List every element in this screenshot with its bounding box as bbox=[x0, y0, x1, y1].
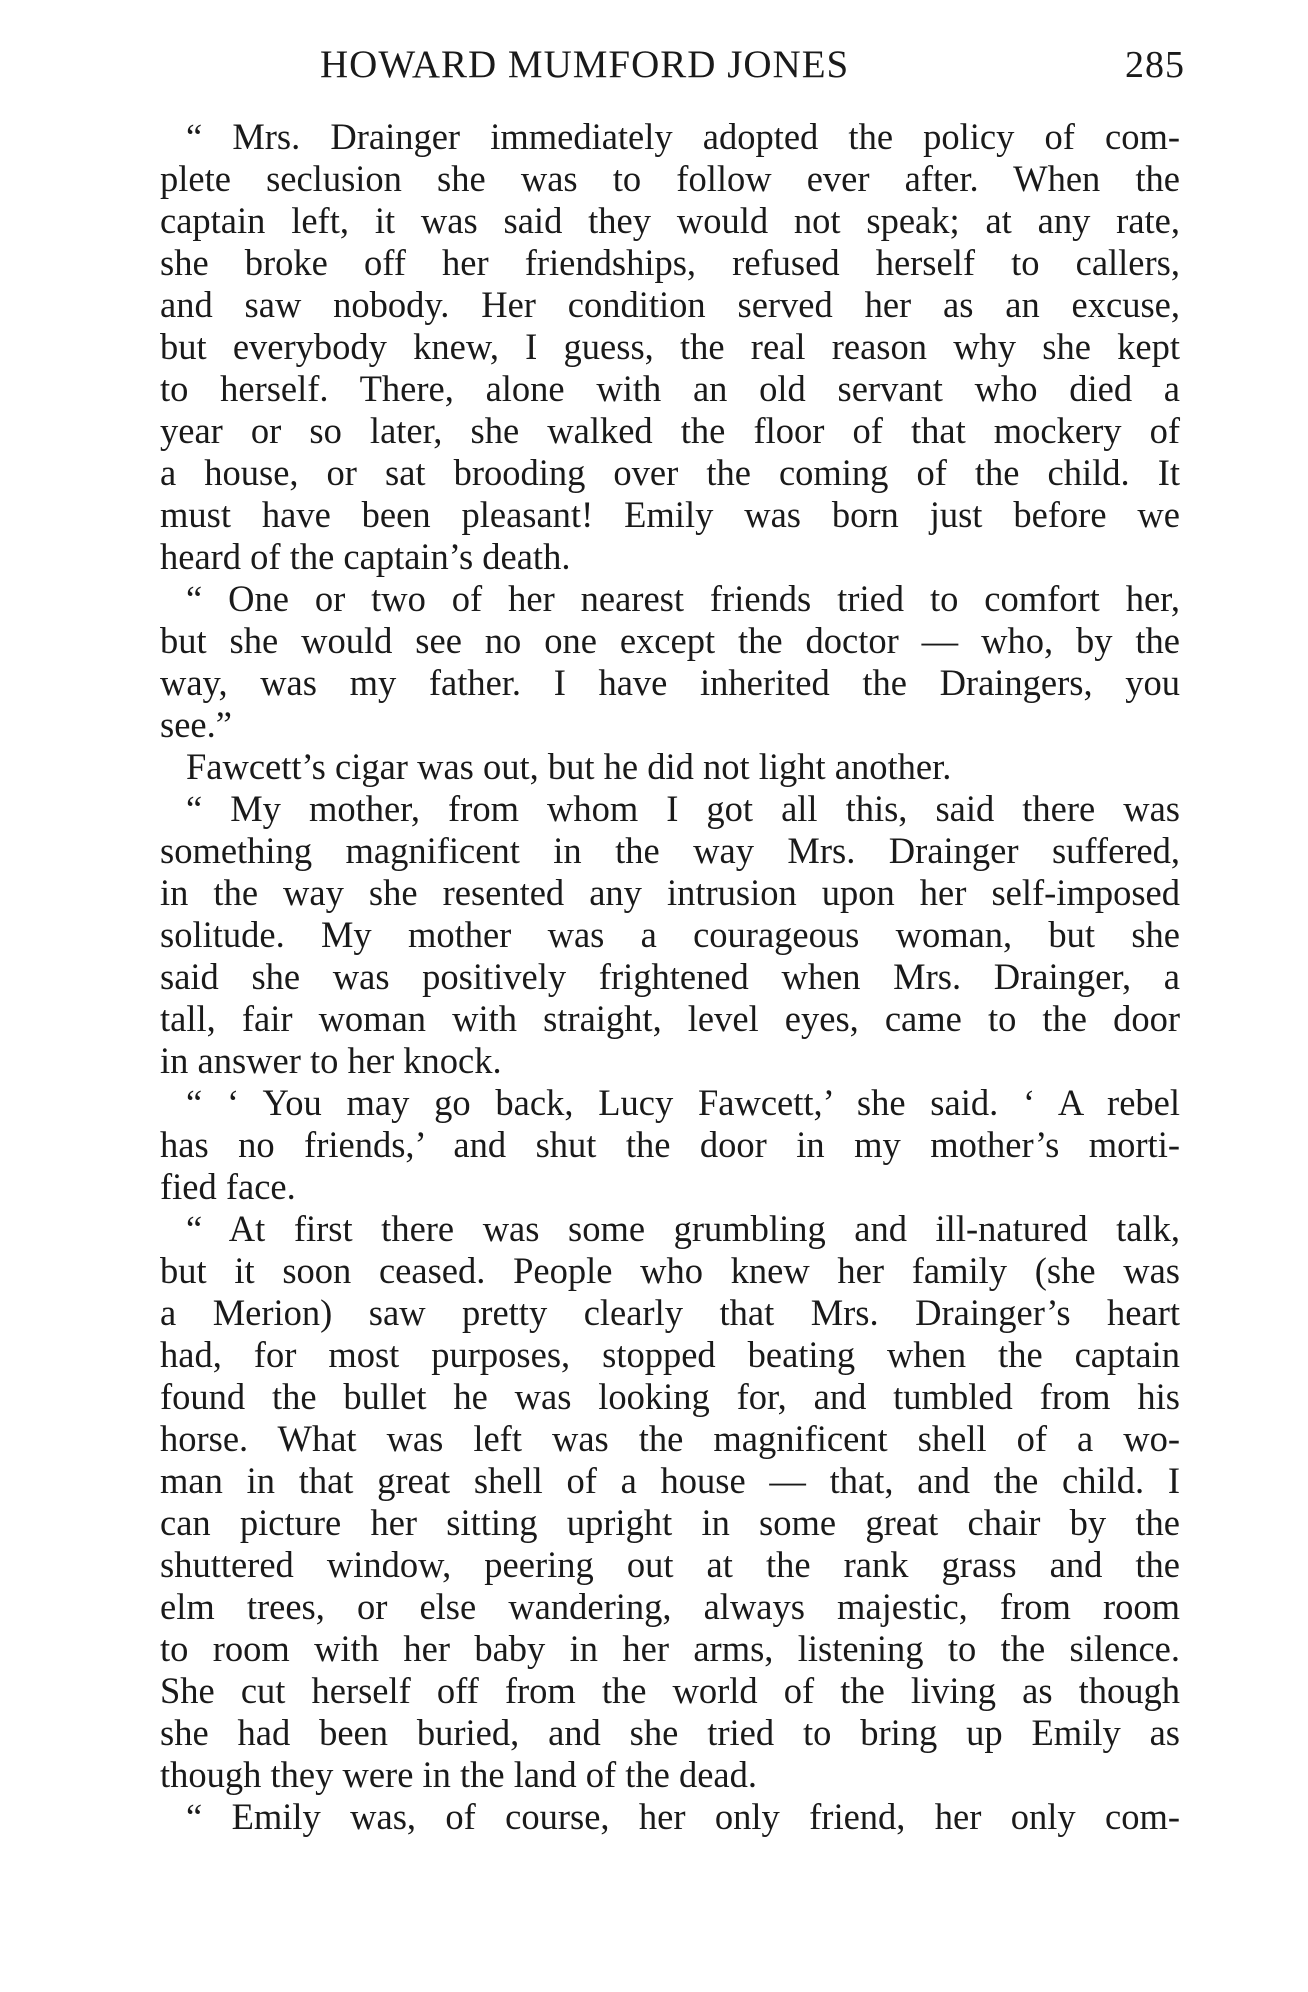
text-line: a Merion) saw pretty clearly that Mrs. Drainger’s heart bbox=[160, 1292, 1180, 1333]
text-line: “ Emily was, of course, her only friend, her only com- bbox=[186, 1796, 1180, 1837]
text-line: and saw nobody. Her condition served her as an excuse, bbox=[160, 284, 1180, 325]
text-line: something magnificent in the way Mrs. Drainger suffered, bbox=[160, 830, 1180, 871]
text-line: plete seclusion she was to follow ever after. When the bbox=[160, 158, 1180, 199]
text-line: “ ‘ You may go back, Lucy Fawcett,’ she said. ‘ A rebel bbox=[186, 1082, 1180, 1123]
text-line: man in that great shell of a house — that, and the child. I bbox=[160, 1460, 1180, 1501]
text-line: in the way she resented any intrusion upon her self-imposed bbox=[160, 872, 1180, 913]
text-line: year or so later, she walked the floor of that mockery of bbox=[160, 410, 1180, 451]
text-line: “ One or two of her nearest friends tried to comfort her, bbox=[186, 578, 1180, 619]
text-line: tall, fair woman with straight, level eyes, came to the door bbox=[160, 998, 1180, 1039]
text-line: fied face. bbox=[160, 1166, 296, 1207]
text-line: to room with her baby in her arms, listening to the silence. bbox=[160, 1628, 1180, 1669]
text-line: said she was positively frightened when Mrs. Drainger, a bbox=[160, 956, 1180, 997]
text-line: a house, or sat brooding over the coming of the child. It bbox=[160, 452, 1180, 493]
text-line: but everybody knew, I guess, the real reason why she kept bbox=[160, 326, 1180, 367]
text-line: can picture her sitting upright in some great chair by the bbox=[160, 1502, 1180, 1543]
text-line: “ My mother, from whom I got all this, said there was bbox=[186, 788, 1180, 829]
text-line: solitude. My mother was a courageous woman, but she bbox=[160, 914, 1180, 955]
text-line: captain left, it was said they would not speak; at any rate, bbox=[160, 200, 1180, 241]
text-line: elm trees, or else wandering, always majestic, from room bbox=[160, 1586, 1180, 1627]
text-line: found the bullet he was looking for, and tumbled from his bbox=[160, 1376, 1180, 1417]
text-line: though they were in the land of the dead. bbox=[160, 1754, 757, 1795]
text-line: has no friends,’ and shut the door in my mother’s morti- bbox=[160, 1124, 1180, 1165]
text-line: had, for most purposes, stopped beating when the captain bbox=[160, 1334, 1180, 1375]
text-line: she broke off her friendships, refused herself to callers, bbox=[160, 242, 1180, 283]
text-line: but she would see no one except the doctor — who, by the bbox=[160, 620, 1180, 661]
text-line: to herself. There, alone with an old servant who died a bbox=[160, 368, 1180, 409]
text-line: heard of the captain’s death. bbox=[160, 536, 571, 577]
text-line: horse. What was left was the magnificent shell of a wo- bbox=[160, 1418, 1180, 1459]
text-line: see.” bbox=[160, 704, 232, 745]
text-line: must have been pleasant! Emily was born just before we bbox=[160, 494, 1180, 535]
text-line: in answer to her knock. bbox=[160, 1040, 502, 1081]
text-line: shuttered window, peering out at the rank grass and the bbox=[160, 1544, 1180, 1585]
text-line: she had been buried, and she tried to bring up Emily as bbox=[160, 1712, 1180, 1753]
page-header bbox=[160, 40, 1185, 90]
text-line: but it soon ceased. People who knew her family (she was bbox=[160, 1250, 1180, 1291]
text-line: “ Mrs. Drainger immediately adopted the policy of com- bbox=[186, 116, 1180, 157]
text-line: She cut herself off from the world of the living as though bbox=[160, 1670, 1180, 1711]
text-line: Fawcett’s cigar was out, but he did not light another. bbox=[186, 746, 952, 787]
text-line: “ At first there was some grumbling and ill-natured talk, bbox=[186, 1208, 1180, 1249]
page-number: 285 bbox=[1125, 44, 1185, 86]
running-head: HOWARD MUMFORD JONES bbox=[320, 43, 850, 86]
body-text bbox=[160, 116, 1180, 1838]
text-line: way, was my father. I have inherited the Draingers, you bbox=[160, 662, 1180, 703]
